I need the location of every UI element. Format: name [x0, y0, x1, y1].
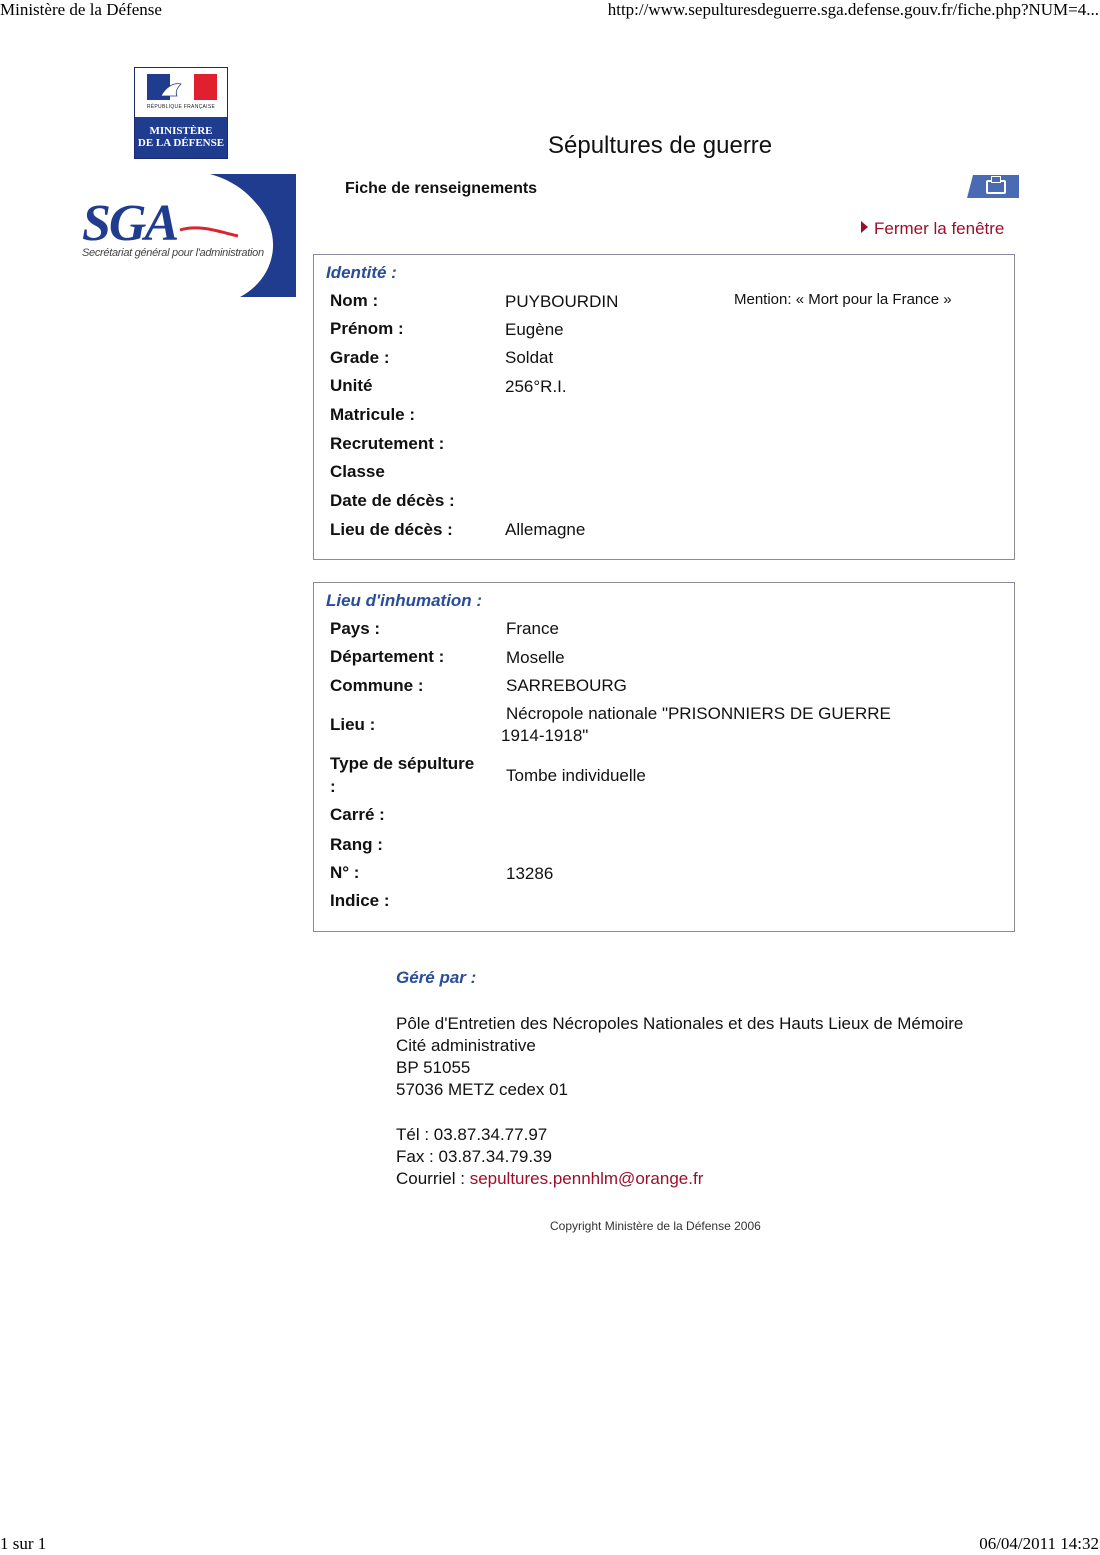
arrow-right-icon: [861, 221, 868, 233]
label-type-sepulture: Type de sépulture: [330, 754, 475, 773]
printer-icon: [986, 180, 1006, 194]
address-line: Pôle d'Entretien des Nécropoles Nationales et des Hauts Lieux de Mémoire: [396, 1014, 964, 1033]
print-header-title: Ministère de la Défense: [0, 0, 162, 19]
label-lieu-deces: Lieu de décès :: [330, 520, 453, 539]
address-line: Cité administrative: [396, 1036, 536, 1055]
ministry-line1: MINISTÈRE: [149, 125, 213, 137]
print-button[interactable]: [967, 175, 1019, 198]
label-indice: Indice :: [330, 891, 390, 910]
fiche-title: Fiche de renseignements: [345, 180, 538, 197]
label-unite: Unité: [330, 376, 373, 395]
value-numero: 13286: [506, 864, 554, 883]
close-window-link[interactable]: [861, 219, 1004, 239]
ministry-rf-text: RÉPUBLIQUE FRANÇAISE: [146, 104, 216, 110]
label-pays: Pays :: [330, 619, 381, 638]
value-commune: SARREBOURG: [506, 676, 627, 695]
label-classe: Classe: [330, 462, 385, 481]
ministry-line2: DE LA DÉFENSE: [137, 137, 225, 149]
label-grade: Grade :: [330, 348, 390, 367]
email-link[interactable]: sepultures.pennhlm@orange.fr: [469, 1169, 704, 1188]
mention-text: Mention: « Mort pour la France »: [734, 291, 952, 308]
value-lieu-line2: 1914-1918": [501, 726, 589, 745]
inhumation-section: [313, 582, 1015, 932]
label-commune: Commune :: [330, 676, 424, 695]
ministry-logo-text: [135, 117, 227, 158]
label-recrutement: Recrutement :: [330, 434, 445, 453]
email-row: [396, 1169, 703, 1189]
label-lieu: Lieu :: [330, 715, 376, 734]
label-numero: N° :: [330, 863, 360, 882]
site-title: Sépultures de guerre: [548, 132, 773, 159]
label-departement: Département :: [330, 647, 445, 666]
identite-section: [313, 254, 1015, 560]
label-matricule: Matricule :: [330, 405, 416, 424]
copyright-text: Copyright Ministère de la Défense 2006: [550, 1219, 761, 1233]
label-carre: Carré :: [330, 805, 385, 824]
print-footer-page: 1 sur 1: [0, 1534, 47, 1553]
print-footer-date: 06/04/2011 14:32: [979, 1534, 1099, 1553]
phone-text: Tél : 03.87.34.77.97: [396, 1125, 548, 1144]
value-nom: PUYBOURDIN: [505, 292, 619, 311]
marianne-flag-icon: [147, 74, 217, 100]
label-rang: Rang :: [330, 835, 383, 854]
sga-subtitle: Secrétariat général pour l'administration: [82, 247, 264, 259]
label-nom: Nom :: [330, 291, 379, 310]
label-type-sepulture-colon: :: [330, 777, 336, 796]
sga-text: SGA: [82, 195, 178, 252]
value-pays: France: [506, 619, 559, 638]
value-unite: 256°R.I.: [505, 377, 567, 396]
value-lieu-deces: Allemagne: [505, 520, 586, 539]
value-lieu-line1: Nécropole nationale "PRISONNIERS DE GUERRE: [506, 704, 891, 723]
value-grade: Soldat: [505, 348, 554, 367]
fax-text: Fax : 03.87.34.79.39: [396, 1147, 552, 1166]
sga-logo: [80, 174, 296, 297]
inhumation-title: Lieu d'inhumation :: [326, 591, 483, 610]
address-line: BP 51055: [396, 1058, 471, 1077]
print-header-url: http://www.sepulturesdeguerre.sga.defense.gouv.fr/fiche.php?NUM=4...: [607, 0, 1099, 19]
close-window-label: Fermer la fenêtre: [874, 219, 1005, 238]
label-prenom: Prénom :: [330, 319, 404, 338]
value-type-sepulture: Tombe individuelle: [506, 766, 646, 785]
value-prenom: Eugène: [505, 320, 564, 339]
identite-title: Identité :: [326, 263, 397, 282]
label-date-deces: Date de décès :: [330, 491, 455, 510]
address-line: 57036 METZ cedex 01: [396, 1080, 568, 1099]
managed-by-title: Géré par :: [396, 968, 477, 987]
ministry-logo: [134, 67, 228, 159]
value-departement: Moselle: [506, 648, 565, 667]
email-label: Courriel :: [396, 1169, 470, 1188]
